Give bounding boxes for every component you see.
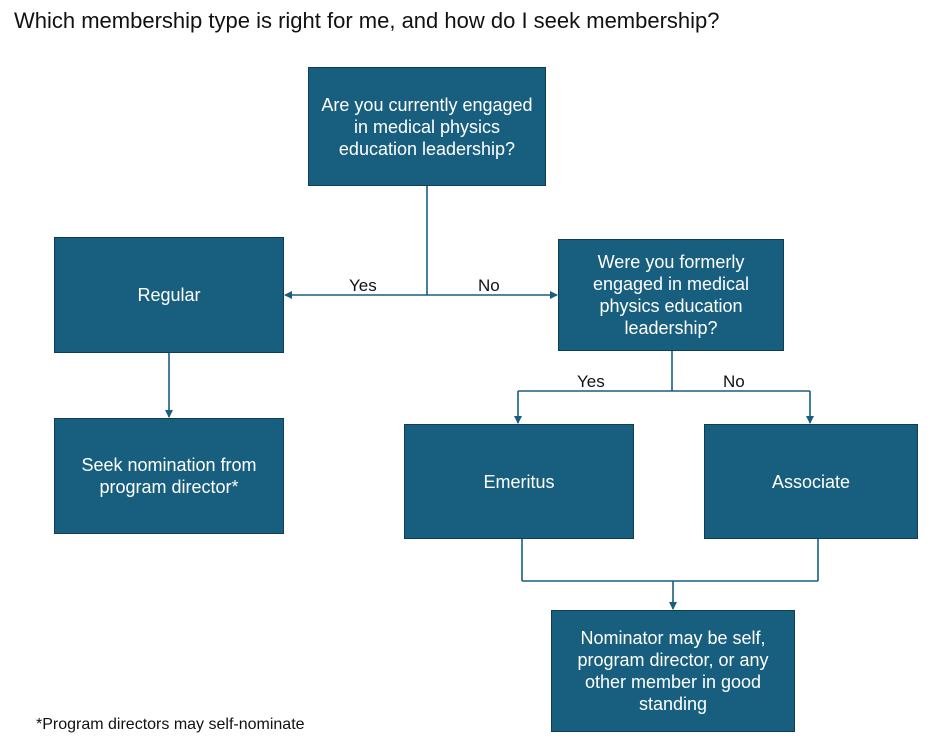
node-regular: Regular (54, 237, 284, 353)
footnote: *Program directors may self-nominate (36, 716, 305, 733)
node-current-leadership-question: Are you currently engaged in medical physics education leadership? (308, 67, 546, 186)
node-emeritus: Emeritus (404, 424, 634, 539)
edge-label-no-q2: No (478, 276, 500, 295)
edge-label-no-associate: No (723, 372, 745, 391)
edge-label-yes-emeritus: Yes (577, 372, 605, 391)
node-nominator: Nominator may be self, program director, or any other member in good standing (551, 610, 795, 732)
page-title: Which membership type is right for me, and how do I seek membership? (14, 8, 720, 33)
node-associate: Associate (704, 424, 918, 539)
node-former-leadership-question: Were you formerly engaged in medical physics education leadership? (558, 239, 784, 351)
edge-label-yes-regular: Yes (349, 276, 377, 295)
node-seek-nomination: Seek nomination from program director* (54, 418, 284, 534)
